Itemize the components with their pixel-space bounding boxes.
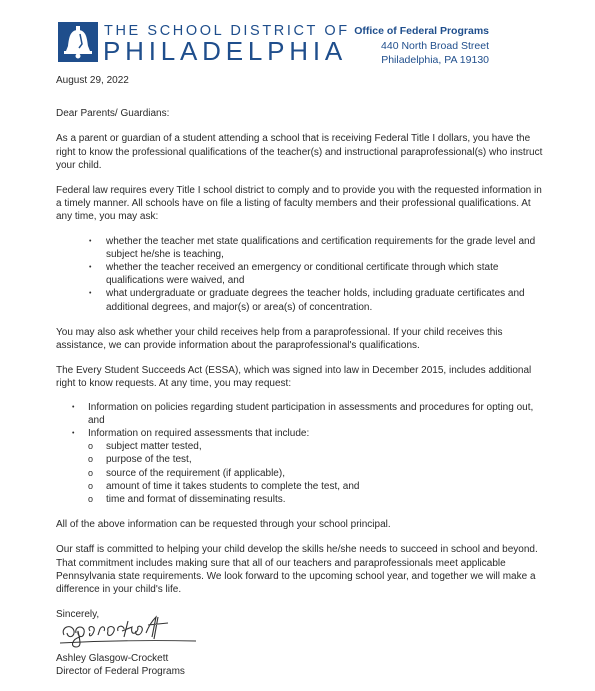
signer-block [56,652,185,678]
office-address-block [354,24,489,68]
sublist-item: o subject matter tested, [106,440,546,453]
assessment-sublist [88,440,546,506]
list-item: • whether the teacher met state qualifications and certification requirements for the grade level and subject he/she is teaching, [106,235,546,261]
list-item: • Information on policies regarding student participation in assessments and procedures for opting out, and [88,401,546,427]
sublist-item: o amount of time it takes students to complete the test, and [106,480,546,493]
sublist-item: o purpose of the test, [106,453,546,466]
office-address-line1: 440 North Broad Street [381,39,489,52]
letter-body [56,71,546,622]
paragraph-4: The Every Student Succeeds Act (ESSA), which was signed into law in December 2015, includes additional right to know requests. At any time, you may request: [56,365,532,390]
teacher-qualifications-list [56,235,546,314]
essa-requests-list [56,401,546,507]
sublist-item: o time and format of disseminating results. [106,493,546,506]
paragraph-1: As a parent or guardian of a student attending a school that is receiving Federal Title I dollars, you have the right to know the professional qualifications of the teacher(s) and instructional paraprofessional(s) who instruct your child. [56,133,543,171]
list-item: • whether the teacher received an emergency or conditional certificate through which state qualifications were waived, and [106,261,546,287]
paragraph-5: All of the above information can be requested through your school principal. [56,519,391,531]
paragraph-2: Federal law requires every Title I school district to comply and to provide you with the requested information in a timely manner. All schools have on file a listing of faculty members and their professional qualifications. At any time, you may ask: [56,185,542,223]
closing: Sincerely, [56,609,100,621]
signer-name: Ashley Glasgow-Crockett [56,653,169,664]
office-address-line2: Philadelphia, PA 19130 [381,54,489,66]
handwritten-signature [58,613,198,649]
list-item: • what undergraduate or graduate degrees the teacher holds, including graduate certificates and additional degrees, and major(s) or area(s) of concentration. [106,287,546,313]
liberty-bell-logo-icon [58,22,98,62]
list-item-label: Information on required assessments that include: [88,428,310,440]
list-item [88,427,546,506]
paragraph-6: Our staff is committed to helping your child develop the skills he/she needs to succeed in school and beyond. That commitment includes making sure that all of our teachers and paraprofessionals meet applicable Pennsylvania state requirements. We look forward to the upcoming school year, and together we will make a difference in your child's life. [56,544,538,596]
district-name-line1: THE SCHOOL DISTRICT OF [104,23,350,39]
letter-date: August 29, 2022 [56,75,129,86]
office-title: Office of Federal Programs [354,25,489,37]
sublist-item: o source of the requirement (if applicable), [106,467,546,480]
district-name-line2: PHILADELPHIA [103,36,348,66]
paragraph-3: You may also ask whether your child receives help from a paraprofessional. If your child receives this assistance, we can provide information about the paraprofessional's qualifications. [56,326,503,352]
salutation: Dear Parents/ Guardians: [56,108,170,120]
signer-title: Director of Federal Programs [56,666,185,678]
